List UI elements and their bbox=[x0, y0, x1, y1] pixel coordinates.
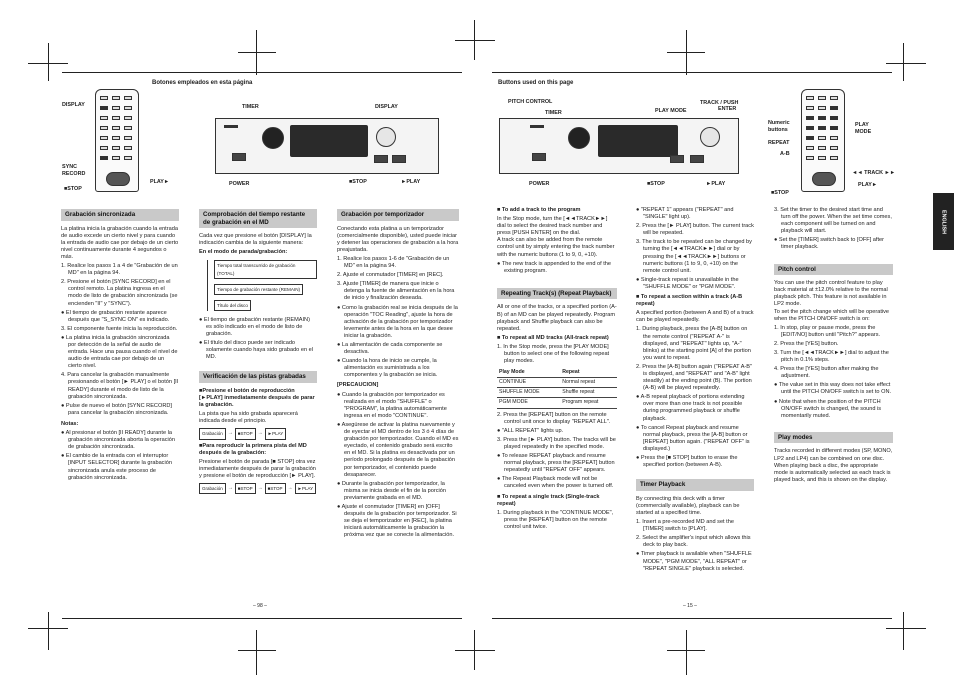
flow-step: Grabación bbox=[199, 483, 226, 494]
column-remaining-time bbox=[199, 209, 317, 497]
step: 3. Set the timer to the desired start time and turn off the power. When the set time comes, each component will be turned on and playback will start. bbox=[774, 207, 892, 235]
caution: ● Asegúrese de activar la platina nuevamente y de eyectar el MD dentro de los 3 ó 4 días de grabación por temporizador. Cuando el MD es eyectado, el contenido grabado será escrito en el MD. Si la platina es desactivada por un período prolongado después de la grabación por temporizador, el contenido puede desaparecer. bbox=[337, 421, 459, 478]
remote-button bbox=[806, 146, 814, 150]
display-window bbox=[598, 125, 678, 157]
label-play: ►PLAY bbox=[706, 181, 726, 187]
crop-mark bbox=[667, 650, 705, 651]
notes-heading: Notas: bbox=[61, 420, 79, 427]
crop-mark bbox=[474, 630, 475, 670]
caution-heading: [PRECAUCION] bbox=[337, 382, 379, 389]
sub-heading: ■ To repeat a section within a track (A-B repeat) bbox=[636, 294, 743, 308]
paragraph-bold: ■Para reproducir la primera pista del MD después de la grabación: bbox=[199, 442, 307, 456]
label-sync-record: SYNC RECORD bbox=[62, 164, 86, 177]
stop-button bbox=[670, 155, 684, 163]
table-cell: SHUFFLE MODE bbox=[497, 388, 560, 398]
paragraph: Tracks recorded in different modes (SP, MONO, LP2 and LP4) can be combined on one disc. When playing back a disc, the appropriate mode is automatically selected as each track is played back, and this is shown on the display. bbox=[774, 448, 893, 483]
step: 1. During playback in the "CONTINUE MODE", press the [REPEAT] button on the remote control unit twice. bbox=[497, 509, 614, 530]
arrow-icon: → bbox=[227, 430, 233, 437]
remote-control-illustration bbox=[95, 89, 139, 192]
column-pitch-control bbox=[774, 207, 893, 486]
bullet: ● El título del disco puede ser indicado solamente cuando haya sido grabado en el MD. bbox=[199, 340, 313, 361]
paragraph: La platina inicia la grabación cuando la entrada de audio excede un cierto nivel y para cuando la entrada de audio cae por debajo de un cierto nivel continuamente durante 4 segundos o más. bbox=[61, 225, 179, 260]
flow-step: ►PLAY bbox=[295, 483, 317, 494]
sub-heading: ■ To add a track to the program bbox=[497, 207, 581, 213]
remote-button bbox=[806, 126, 814, 130]
bullet: ● Set the [TIMER] switch back to [OFF] after timer playback. bbox=[774, 237, 885, 251]
page-number-left: – 98 – bbox=[253, 603, 267, 609]
remote-button bbox=[100, 106, 108, 110]
label-a-b: A-B bbox=[780, 151, 790, 157]
flow-step: ■STOP bbox=[235, 428, 256, 439]
remote-button bbox=[100, 126, 108, 130]
paragraph: La pista que ha sido grabada aparecerá indicada desde el principio. bbox=[199, 411, 298, 425]
step: 3. Ajuste [TIMER] de manera que inicie o detenga la fuente de alimentación en la hora de inicio y finalización deseada. bbox=[337, 281, 455, 302]
remote-button bbox=[818, 116, 826, 120]
remote-button bbox=[818, 96, 826, 100]
buttons-used-caption-es: Botones empleados en esta página bbox=[152, 80, 253, 86]
label-stop-deck: ■STOP bbox=[349, 179, 367, 185]
section-heading: Verificación de las pistas grabadas bbox=[199, 371, 317, 383]
paragraph-bold: ■Presione el botón de reproducción [►PLAY] inmediatamente después de parar la grabación. bbox=[199, 388, 315, 409]
label-play: PLAY► bbox=[150, 179, 170, 185]
label-display: DISPLAY bbox=[62, 102, 85, 108]
column-sync-recording bbox=[61, 209, 179, 484]
flow-step: ►PLAY bbox=[265, 428, 287, 439]
paragraph: Conectando esta platina a un temporizador (comercialmente disponible), usted puede iniciar y detener las operaciones de grabación a la hora preajustada. bbox=[337, 225, 459, 253]
remote-button bbox=[100, 136, 108, 140]
diagram-box: Tiempo total transcurrido de grabación (TOTAL) bbox=[214, 260, 317, 278]
crop-mark bbox=[455, 650, 495, 651]
remote-button bbox=[818, 106, 826, 110]
remote-dpad bbox=[812, 172, 836, 186]
section-heading: Grabación por temporizador bbox=[337, 209, 459, 221]
bullet: ● Como la grabación real se inicia después de la operación "TOC Reading", ajuste la hora de activación de la grabación por temporizador levemente antes de la hora en la que desee iniciar la grabación. bbox=[337, 304, 458, 339]
note: ● El cambio de la entrada con el interruptor [INPUT SELECTOR] durante la grabación sincronizada anula este proceso de grabación sincronizada. bbox=[61, 453, 172, 481]
remote-button bbox=[124, 126, 132, 130]
bullet: ● La alimentación de cada componente se desactiva. bbox=[337, 342, 443, 356]
remote-button bbox=[806, 96, 814, 100]
paragraph: Presione el botón de parada [■ STOP] otra vez inmediatamente después de parar la grabación y presione el botón de reproducción [► PLAY]. bbox=[199, 458, 316, 479]
md-deck-front-panel bbox=[499, 118, 739, 174]
remote-button bbox=[830, 146, 838, 150]
column-repeat-continued bbox=[636, 207, 754, 575]
remote-button bbox=[112, 126, 120, 130]
remote-button bbox=[818, 156, 826, 160]
sub-heading: ■ To repeat all MD tracks (All-track repeat) bbox=[497, 334, 609, 341]
column-repeat bbox=[497, 207, 617, 533]
top-rule-right bbox=[492, 72, 892, 73]
jog-dial bbox=[700, 127, 720, 147]
bullet: ● The new track is appended to the end of the existing program. bbox=[497, 260, 611, 274]
remote-button bbox=[124, 136, 132, 140]
bullet: ● To release REPEAT playback and resume normal playback, press the [REPEAT] button repeatedly until "REPEAT OFF" appears. bbox=[497, 453, 615, 474]
bullet: ● A-B repeat playback of portions extending over more than one track is not possible during programmed playback or shuffle playback. bbox=[636, 394, 745, 422]
stop-button bbox=[374, 155, 388, 163]
flow-step: ■STOP bbox=[235, 483, 256, 494]
column-timer-recording bbox=[337, 209, 459, 541]
remote-button bbox=[112, 96, 120, 100]
step: 3. The track to be repeated can be changed by turning the [◄◄TRACK►►] dial or by pressing the [◄◄TRACK►►] buttons or numeric buttons (1 to 9, 0, +10) on the remote control unit. bbox=[636, 239, 752, 274]
arrow-icon: → bbox=[257, 485, 263, 492]
diagram-box: Tiempo de grabación restante (REMAIN) bbox=[214, 284, 303, 295]
remote-button bbox=[112, 136, 120, 140]
step: 4. Para cancelar la grabación manualmente presionando el botón [► PLAY] o el botón [II READY] durante el modo de listo de la grabación sincronizada. bbox=[61, 372, 179, 400]
label-play-mode: PLAY MODE bbox=[655, 108, 687, 114]
power-button bbox=[232, 153, 246, 161]
bottom-rule-left bbox=[62, 618, 462, 619]
remote-button bbox=[124, 106, 132, 110]
remote-button bbox=[100, 146, 108, 150]
label-numeric-buttons: Numeric buttons bbox=[768, 120, 790, 133]
crop-mark bbox=[886, 63, 926, 64]
section-heading: Timer Playback bbox=[636, 479, 754, 491]
step: 3. Press the [► PLAY] button. The tracks will be played repeatedly in the specified mode. bbox=[497, 436, 616, 450]
remote-button bbox=[124, 146, 132, 150]
buttons-used-caption-en: Buttons used on this page bbox=[498, 80, 574, 86]
bullet: ● "ALL REPEAT" lights up. bbox=[497, 427, 564, 434]
label-repeat: REPEAT bbox=[768, 140, 790, 146]
crop-mark bbox=[667, 52, 705, 53]
remote-button bbox=[124, 156, 132, 160]
arrow-icon: → bbox=[257, 430, 263, 437]
remote-button bbox=[112, 146, 120, 150]
remote-button bbox=[100, 156, 108, 160]
remote-button bbox=[124, 96, 132, 100]
power-button bbox=[532, 153, 546, 161]
crop-mark bbox=[455, 40, 495, 41]
step: 2. Ajuste el conmutador [TIMER] en [REC]. bbox=[337, 272, 444, 279]
step: 2. Press the [► PLAY] button. The current track will be repeated. bbox=[636, 223, 754, 237]
label-timer: TIMER bbox=[242, 104, 259, 110]
remote-button bbox=[830, 156, 838, 160]
arrow-icon: → bbox=[227, 485, 233, 492]
crop-mark bbox=[256, 630, 257, 675]
label-play-remote: PLAY► bbox=[858, 182, 878, 188]
table-header: Repeat bbox=[560, 368, 617, 378]
bullet: ● Press the [■ STOP] button to erase the specified portion (between A-B). bbox=[636, 455, 738, 469]
paragraph: All or one of the tracks, or a specified portion (A-B) of an MD can be played repeatedly. Program playback and Shuffle playback can also be repeated. bbox=[497, 304, 617, 332]
step: 2. Select the amplifier's input which allows this deck to play back. bbox=[636, 535, 751, 549]
step: 1. Realice los pasos 1 a 4 de "Grabación de un MD" en la página 94. bbox=[61, 263, 178, 277]
table-cell: Program repeat bbox=[560, 398, 617, 408]
label-stop-remote: ■STOP bbox=[771, 190, 789, 196]
step: 4. Press the [YES] button after making the adjustment. bbox=[774, 366, 879, 380]
caution: ● Durante la grabación por temporizador, la misma se inicia desde el fin de la porción previamente grabada en el MD. bbox=[337, 480, 446, 501]
remote-button bbox=[100, 116, 108, 120]
paragraph: Cada vez que presione el botón [DISPLAY] la indicación cambia de la siguiente manera: bbox=[199, 233, 312, 247]
remote-button bbox=[830, 116, 838, 120]
paragraph: You can use the pitch control feature to play back material at ±12.0% relative to the normal playback pitch. This feature is not available in LP2 mode. To set the pitch change which will be operative when the PITCH ON/OFF switch is on: bbox=[774, 280, 890, 322]
table-cell: Shuffle repeat bbox=[560, 388, 617, 398]
power-knob bbox=[568, 127, 590, 149]
label-stop: ■STOP bbox=[64, 186, 82, 192]
step: 2. Presione el botón [SYNC RECORD] en el control remoto. La platina ingresa en el modo de listo de grabación sincronizada (se encienden "II" y "SYNC"). bbox=[61, 279, 178, 307]
power-knob bbox=[262, 127, 284, 149]
crop-mark bbox=[48, 612, 49, 650]
label-power: POWER bbox=[529, 181, 550, 187]
section-heading: Comprobación del tiempo restante de grabación en el MD bbox=[199, 209, 317, 228]
step: 1. In the Stop mode, press the [PLAY MODE] button to select one of the following repeat play modes. bbox=[497, 343, 610, 365]
deck-logo bbox=[224, 125, 238, 128]
caution: ● Ajuste el conmutador [TIMER] en [OFF] después de la grabación por temporizador. Si se deja el temporizador en [REC], la platina iniciará automáticamente la grabación la próxima vez que se conecte la alimentación. bbox=[337, 503, 457, 539]
section-heading: Repeating Track(s) (Repeat Playback) bbox=[497, 288, 617, 300]
bullet: ● Cuando la hora de inicio se cumple, la alimentación es suministrada a los componentes y la grabación se inicia. bbox=[337, 358, 438, 379]
table-header: Play Mode bbox=[497, 368, 560, 378]
step: 1. Realice los pasos 1-6 de "Grabación de un MD" en la página 94. bbox=[337, 255, 450, 270]
language-tab: ENGLISH bbox=[933, 193, 954, 250]
step: 2. Press the [REPEAT] button on the remote control unit once to display "REPEAT ALL". bbox=[497, 411, 611, 425]
play-mode-table bbox=[497, 368, 617, 408]
label-timer: TIMER bbox=[545, 110, 562, 116]
step: 1. In stop, play or pause mode, press the [EDIT/NO] button until "Pitch?" appears. bbox=[774, 324, 881, 338]
crop-mark bbox=[903, 612, 904, 650]
remote-button bbox=[830, 136, 838, 140]
label-power: POWER bbox=[229, 181, 250, 187]
step: 1. Insert a pre-recorded MD and set the [TIMER] switch to [PLAY]. bbox=[636, 519, 734, 533]
remote-button bbox=[818, 136, 826, 140]
bullet: ● El tiempo de grabación restante aparece después que "S_SYNC ON" es indicado. bbox=[61, 309, 170, 323]
label-play-deck: ►PLAY bbox=[401, 179, 421, 185]
flow-diagram bbox=[199, 483, 317, 494]
table-cell: PGM MODE bbox=[497, 398, 560, 408]
remote-button bbox=[830, 96, 838, 100]
deck-logo bbox=[530, 125, 544, 128]
remote-button bbox=[818, 146, 826, 150]
bullet: ● Pulse de nuevo el botón [SYNC RECORD] para cancelar la grabación sincronizada. bbox=[61, 402, 172, 416]
step: 2. Press the [A-B] button again ("REPEAT A-B" is displayed, and "REPEAT" and "A-B" light steadily) at the ending point (B). The portion (A-B) will be played repeatedly. bbox=[636, 363, 753, 392]
label-pitch-control: PITCH CONTROL bbox=[508, 99, 553, 105]
remote-button bbox=[830, 126, 838, 130]
remote-button bbox=[806, 116, 814, 120]
crop-mark bbox=[474, 20, 475, 60]
sub-heading: ■ To repeat a single track (Single-track repeat) bbox=[497, 493, 600, 507]
remote-button bbox=[112, 106, 120, 110]
remote-button bbox=[112, 116, 120, 120]
page-number-right: – 15 – bbox=[683, 603, 697, 609]
remote-dpad bbox=[106, 172, 130, 186]
crop-mark bbox=[238, 52, 276, 53]
jog-dial bbox=[376, 127, 396, 147]
bullet: ● "REPEAT 1" appears ("REPEAT" and "SINGLE" light up). bbox=[636, 207, 734, 221]
remote-button bbox=[818, 126, 826, 130]
step: 1. During playback, press the [A-B] button on the remote control ("REPEAT A-" is displayed, and "REPEAT" lights up, "A-" blinks) at the starting point [A] of the portion you want to repeat. bbox=[636, 326, 751, 361]
remote-button bbox=[830, 106, 838, 110]
remote-button bbox=[806, 156, 814, 160]
table-cell: CONTINUE bbox=[497, 378, 560, 388]
crop-mark bbox=[686, 630, 687, 675]
caution: ● Cuando la grabación por temporizador es realizada en el modo "SHUFFLE" o "PROGRAM", la platina automáticamente ingresa en el modo "CONTINUE". bbox=[337, 391, 447, 419]
section-heading: Grabación sincronizada bbox=[61, 209, 179, 221]
bullet: ● Single-track repeat is unavailable in the "SHUFFLE MODE" or "PGM MODE". bbox=[636, 276, 739, 290]
bullet: ● Timer playback is available when "SHUFFLE MODE", "PGM MODE", "ALL REPEAT" or "REPEAT SINGLE" playback is selected. bbox=[636, 551, 752, 572]
step: 3. El componente fuente inicia la reproducción. bbox=[61, 325, 178, 332]
md-deck-front-panel bbox=[215, 118, 439, 174]
display-cycle-diagram bbox=[207, 260, 317, 310]
remote-button bbox=[806, 136, 814, 140]
paragraph: By connecting this deck with a timer (commercially available), playback can be started at a specified time. bbox=[636, 495, 740, 516]
bullet: ● The Repeat Playback mode will not be canceled even when the power is turned off. bbox=[497, 476, 614, 490]
remote-button bbox=[112, 156, 120, 160]
diagram-box: Título del disco bbox=[214, 300, 251, 311]
label-play-mode-remote: PLAY MODE bbox=[855, 122, 872, 135]
bullet: ● To cancel Repeat playback and resume normal playback, press the [A-B] button or [REPEAT] button again. ("REPEAT OFF" is displayed.) bbox=[636, 424, 750, 452]
top-rule-left bbox=[62, 72, 462, 73]
crop-mark bbox=[886, 628, 926, 629]
note: ● Al presionar el botón [II READY] durante la grabación sincronizada aborta la operación de grabación sincronizada. bbox=[61, 430, 175, 451]
paragraph: A specified portion (between A and B) of a track can be played repeatedly. bbox=[636, 310, 754, 324]
flow-diagram bbox=[199, 428, 317, 439]
crop-mark bbox=[238, 650, 276, 651]
label-track-push-enter: TRACK / PUSH ENTER bbox=[700, 100, 739, 112]
step: 3. Turn the [◄◄TRACK►►] dial to adjust the pitch in 0.1% steps. bbox=[774, 350, 889, 364]
flow-step: Grabación bbox=[199, 428, 226, 439]
remote-button bbox=[806, 106, 814, 110]
crop-mark bbox=[48, 43, 49, 81]
sub-heading: En el modo de parada/grabación: bbox=[199, 249, 288, 256]
crop-mark bbox=[903, 43, 904, 81]
arrow-icon: → bbox=[287, 485, 293, 492]
step: 2. Press the [YES] button. bbox=[774, 340, 839, 347]
display-window bbox=[290, 125, 368, 157]
label-display-deck: DISPLAY bbox=[375, 104, 398, 110]
play-button bbox=[690, 155, 704, 163]
remote-button bbox=[100, 96, 108, 100]
label-track-remote: ◄◄ TRACK ►► bbox=[852, 170, 896, 176]
flow-step: ■STOP bbox=[265, 483, 286, 494]
remote-button bbox=[124, 116, 132, 120]
bullet: ● La platina inicia la grabación sincronizada por detección de la señal de audio de entrada. Hace una pausa cuando el nivel de audio de entrada cae por debajo de un cierto nivel. bbox=[61, 334, 178, 370]
table-cell: Normal repeat bbox=[560, 378, 617, 388]
bottom-rule-right bbox=[492, 618, 892, 619]
section-heading: Play modes bbox=[774, 432, 893, 444]
label-stop: ■STOP bbox=[647, 181, 665, 187]
bullet: ● Note that when the position of the PITCH ON/OFF switch is changed, the sound is momentarily muted. bbox=[774, 398, 882, 419]
section-heading: Pitch control bbox=[774, 264, 893, 276]
remote-control-illustration bbox=[801, 89, 845, 192]
bullet: ● The value set in this way does not take effect until the PITCH ON/OFF switch is set to ON. bbox=[774, 382, 892, 396]
bullet: ● El tiempo de grabación restante (REMAIN) es sólo indicado en el modo de listo de grabación. bbox=[199, 316, 310, 338]
play-button bbox=[392, 155, 406, 163]
paragraph: In the Stop mode, turn the [◄◄TRACK►►] dial to select the desired track number and press [PUSH ENTER] on the dial. A track can also be added from the remote control unit by simply entering the track number with the numeric buttons (1 to 9, 0, +10). bbox=[497, 216, 615, 258]
